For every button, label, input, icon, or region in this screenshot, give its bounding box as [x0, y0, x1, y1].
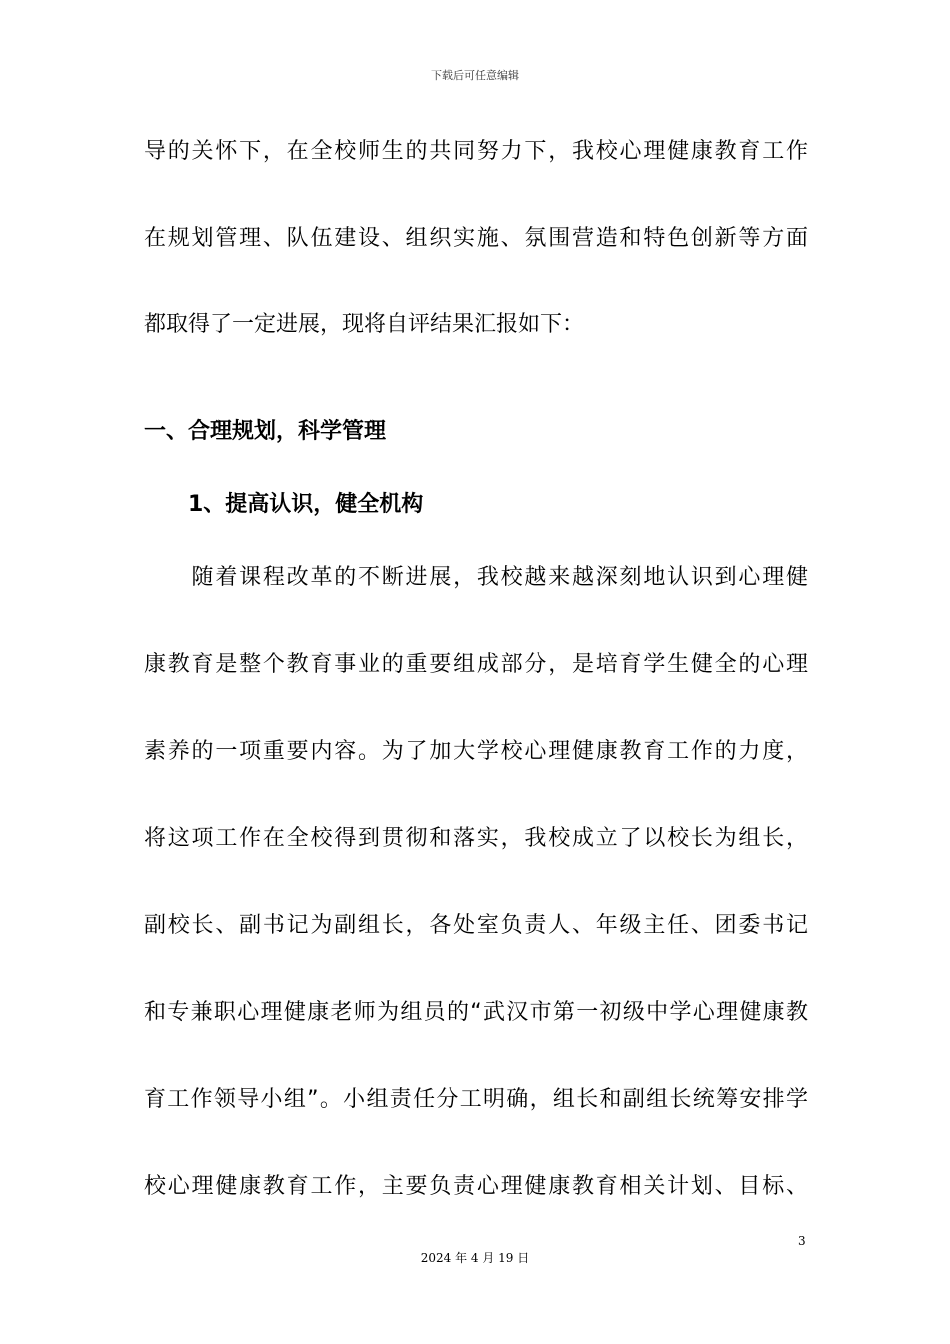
intro-line-2: 在规划管理、队伍建设、组织实施、氛围营造和特色创新等方面: [144, 226, 808, 251]
paragraph-line-4: 将这项工作在全校得到贯彻和落实，我校成立了以校长为组长，: [144, 826, 808, 851]
paragraph-line-5: 副校长、副书记为副组长，各处室负责人、年级主任、团委书记: [144, 913, 808, 938]
subsection-heading: 1、提高认识，健全机构: [188, 492, 424, 517]
intro-line-1: 导的关怀下，在全校师生的共同努力下，我校心理健康教育工作: [144, 139, 808, 164]
page-number: 3: [798, 1234, 806, 1248]
paragraph-line-2: 康教育是整个教育事业的重要组成部分，是培育学生健全的心理: [144, 652, 808, 677]
intro-line-3: 都取得了一定进展，现将自评结果汇报如下：: [144, 312, 585, 337]
paragraph-line-1: 随着课程改革的不断进展，我校越来越深刻地认识到心理健: [144, 565, 808, 590]
paragraph-line-7: 育工作领导小组”。小组责任分工明确，组长和副组长统筹安排学: [144, 1087, 808, 1112]
paragraph-line-3: 素养的一项重要内容。为了加大学校心理健康教育工作的力度，: [144, 739, 808, 764]
paragraph-line-6: 和专兼职心理健康老师为组员的“武汉市第一初级中学心理健康教: [144, 1000, 808, 1025]
footer-date: 2024 年 4 月 19 日: [420, 1251, 530, 1265]
paragraph-line-8: 校心理健康教育工作，主要负责心理健康教育相关计划、目标、: [144, 1174, 808, 1199]
header-note: 下载后可任意编辑: [431, 69, 519, 82]
section-heading: 一、合理规划，科学管理: [144, 419, 387, 444]
